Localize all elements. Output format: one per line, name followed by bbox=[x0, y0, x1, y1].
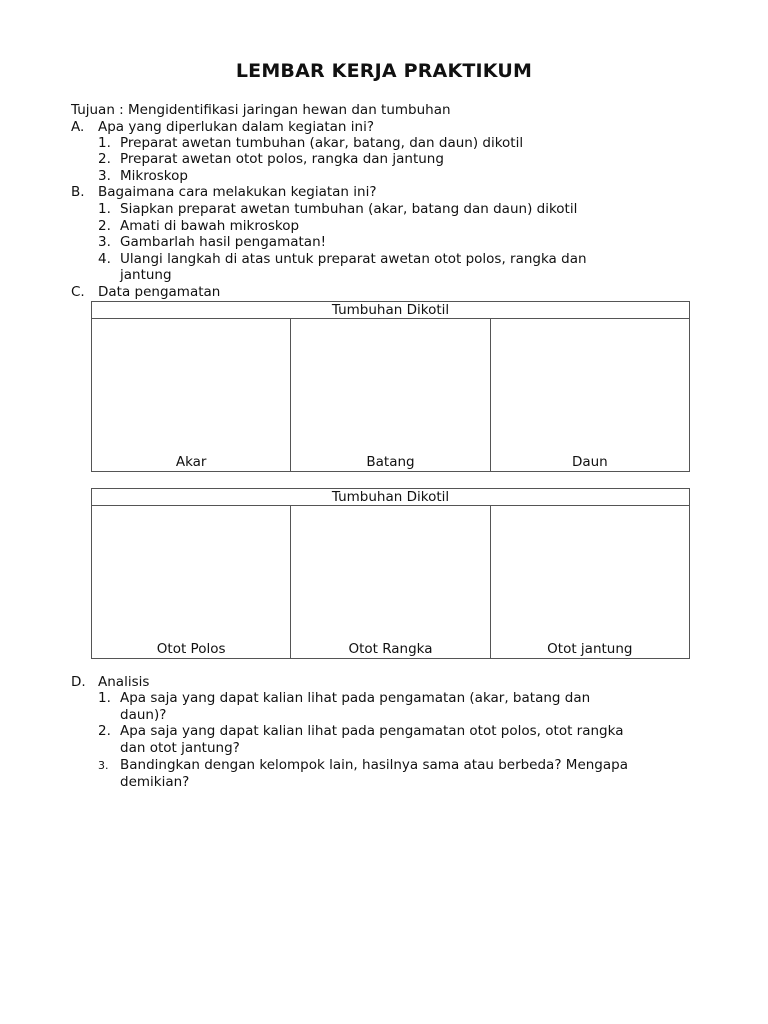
list-item bbox=[98, 201, 577, 218]
list-item-continuation: daun)? bbox=[120, 707, 167, 723]
list-item bbox=[98, 251, 587, 268]
plant-observation-table bbox=[91, 301, 690, 472]
section-a-title: Apa yang diperlukan dalam kegiatan ini? bbox=[98, 119, 374, 135]
list-item bbox=[98, 723, 623, 740]
list-item-text: Amati di bawah mikroskop bbox=[120, 218, 300, 234]
section-b-title: Bagaimana cara melakukan kegiatan ini? bbox=[98, 184, 377, 200]
drawing-cell-otot-jantung: Otot jantung bbox=[490, 506, 689, 659]
drawing-cell-akar: Akar bbox=[92, 319, 291, 472]
section-c-title: Data pengamatan bbox=[98, 284, 221, 300]
list-item-text: Gambarlah hasil pengamatan! bbox=[120, 234, 327, 250]
drawing-cell-otot-rangka: Otot Rangka bbox=[291, 506, 490, 659]
list-item-text: Ulangi langkah di atas untuk preparat awetan otot polos, rangka dan bbox=[120, 251, 587, 267]
section-a-heading bbox=[71, 119, 374, 136]
section-d-heading bbox=[71, 674, 149, 691]
section-a-letter: A. bbox=[71, 119, 85, 135]
list-item-text: Bandingkan dengan kelompok lain, hasilnya sama atau berbeda? Mengapa bbox=[120, 757, 628, 773]
list-item-number: 1. bbox=[98, 201, 111, 217]
muscle-observation-table bbox=[91, 488, 690, 659]
table-header: Tumbuhan Dikotil bbox=[92, 489, 690, 506]
list-item bbox=[98, 757, 628, 775]
list-item-number: 1. bbox=[98, 690, 111, 706]
table-header: Tumbuhan Dikotil bbox=[92, 302, 690, 319]
list-item-number: 3. bbox=[98, 234, 111, 250]
list-item-number: 2. bbox=[98, 723, 111, 739]
list-item-number: 3. bbox=[98, 168, 111, 184]
list-item-text: Siapkan preparat awetan tumbuhan (akar, batang dan daun) dikotil bbox=[120, 201, 578, 217]
section-b-letter: B. bbox=[71, 184, 85, 200]
page-title: LEMBAR KERJA PRAKTIKUM bbox=[235, 60, 533, 82]
list-item-text: Apa saja yang dapat kalian lihat pada pengamatan otot polos, otot rangka bbox=[120, 723, 624, 739]
list-item-text: Apa saja yang dapat kalian lihat pada pengamatan (akar, batang dan bbox=[120, 690, 591, 706]
list-item-number: 2. bbox=[98, 218, 111, 234]
list-item bbox=[98, 218, 299, 235]
list-item-number: 1. bbox=[98, 135, 111, 151]
list-item bbox=[98, 151, 444, 168]
drawing-cell-daun: Daun bbox=[490, 319, 689, 472]
section-b-heading bbox=[71, 184, 377, 201]
list-item-continuation: demikian? bbox=[120, 774, 190, 790]
section-c-letter: C. bbox=[71, 284, 85, 300]
list-item-continuation: jantung bbox=[120, 267, 172, 283]
drawing-cell-otot-polos: Otot Polos bbox=[92, 506, 291, 659]
list-item-text: Mikroskop bbox=[120, 168, 188, 184]
list-item bbox=[98, 168, 188, 185]
list-item bbox=[98, 690, 590, 707]
list-item-number: 2. bbox=[98, 151, 111, 167]
objective-line: Tujuan : Mengidentifikasi jaringan hewan dan tumbuhan bbox=[71, 102, 451, 118]
list-item-number: 4. bbox=[98, 251, 111, 267]
section-c-heading bbox=[71, 284, 220, 301]
list-item bbox=[98, 135, 523, 152]
list-item-continuation: dan otot jantung? bbox=[120, 740, 240, 756]
list-item bbox=[98, 234, 326, 251]
section-d-title: Analisis bbox=[98, 674, 150, 690]
drawing-cell-batang: Batang bbox=[291, 319, 490, 472]
list-item-text: Preparat awetan tumbuhan (akar, batang, dan daun) dikotil bbox=[120, 135, 524, 151]
section-d-letter: D. bbox=[71, 674, 86, 690]
list-item-number: 3. bbox=[98, 759, 109, 772]
list-item-text: Preparat awetan otot polos, rangka dan jantung bbox=[120, 151, 444, 167]
